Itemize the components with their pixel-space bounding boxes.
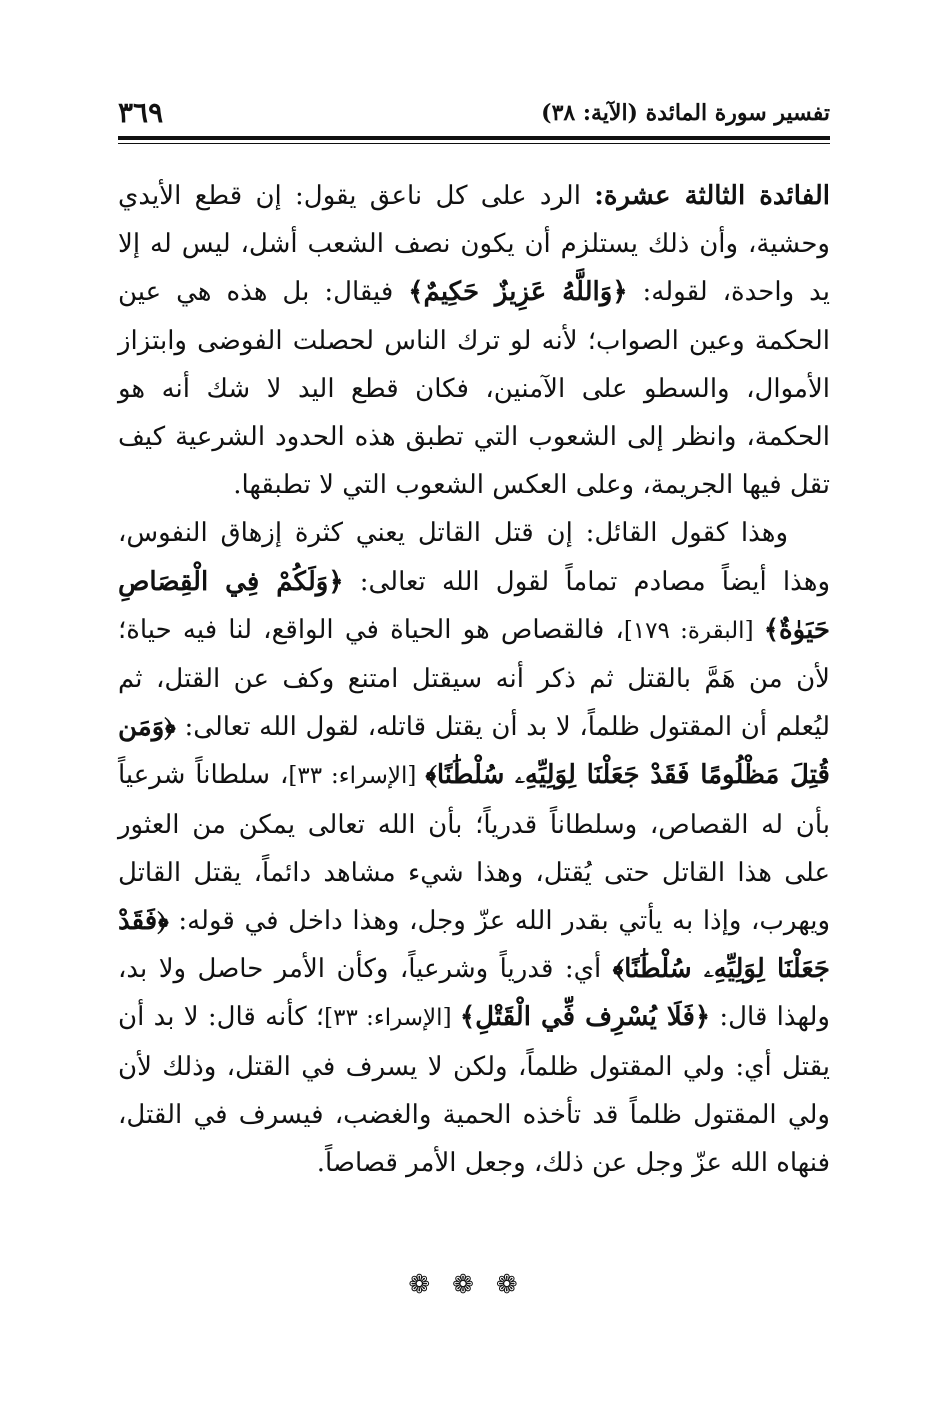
paragraph-text: أي: قدرياً وشرعياً، وكأن الأمر حاصل ولا بد، ولهذا قال: [118,954,830,1033]
running-title: تفسير سورة المائدة (الآية: ٣٨) [541,100,830,126]
paragraph-1 [118,172,830,509]
paragraph-text: ؛ كأنه قال: لا بد أن يقتل أي: ولي المقتول ظلماً، ولكن لا يسرف في القتل، وذلك لأن ولي المقتول ظلماً قد تأخذه الحمية والغضب، فيسرف في القتل، فنهاه الله عزّ وجل عن ذلك، وجعل الأمر قصاصاً. [118,1002,830,1179]
body-text [118,172,830,1187]
paragraph-text: ، سلطاناً شرعياً بأن له القصاص، وسلطاناً قدرياً؛ بأن الله تعالى يمكن من العثور على هذا القاتل حتى يُقتل، وهذا شيء مشاهد دائماً، يقتل القاتل ويهرب، وإذا به يأتي بقدر الله عزّ وجل، وهذا داخل في قوله: [118,760,830,937]
paragraph-text: فيقال: بل هذه هي عين الحكمة وعين الصواب؛ لأنه لو ترك الناس لحصلت الفوضى وابتزاز الأموال، والسطو على الآمنين، فكان قطع اليد لا شك أنه هو الحكمة، وانظر إلى الشعوب التي تطبق هذه الحدود الشرعية كيف تقل فيها الجريمة، وعلى العكس الشعوب التي لا تطبقها. [118,277,830,501]
verse-reference: [الإسراء: ٣٣] [288,763,426,790]
paragraph-text: ، فالقصاص هو الحياة في الواقع، لنا فيه حياة؛ لأن من هَمَّ بالقتل ثم ذكر أنه سيقتل امتنع وكف عن القتل، ثم ليُعلم أن المقتول ظلماً، لا بد أن يقتل قاتله، لقول الله تعالى: [118,614,830,743]
quran-verse: ﴿فَلَا يُسْرِف فِّي الْقَتْلِ﴾ [459,1002,711,1033]
page-number: ٣٦٩ [118,96,164,129]
quran-verse: ﴿وَاللَّهُ عَزِيزٌ حَكِيمٌ﴾ [408,277,628,308]
paragraph-2 [118,509,830,1187]
verse-reference: [الإسراء: ٣٣] [324,1005,460,1032]
quran-verse: ﴿وَلَكُمْ فِي الْقِصَاصِ حَيَوٰةٌ﴾ [118,566,830,645]
paragraph-text: وهذا كقول القائل: إن قتل القاتل يعني كثرة إزهاق النفوس، وهذا أيضاً مصادم تماماً لقول الله تعالى: [118,518,831,597]
section-end-ornaments: ❁❁❁ [408,1270,540,1300]
quran-verse: ﴿فَقَدْ جَعَلْنَا لِوَلِيِّهِۦ سُلْطَٰنًا﴾ [118,906,830,985]
paragraph-heading: الفائدة الثالثة عشرة: [594,181,830,211]
header-rule-thin [118,143,830,144]
verse-reference: [البقرة: ١٧٩] [623,617,764,644]
paragraph-text: الرد على كل ناعق يقول: إن قطع الأيدي وحشية، وأن ذلك يستلزم أن يكون نصف الشعب أشل، ليس له إلا يد واحدة، لقوله: [118,181,830,308]
page-header [118,96,830,136]
header-rule-thick [118,136,830,140]
quran-verse: ﴿وَمَن قُتِلَ مَظْلُومًا فَقَدْ جَعَلْنَا لِوَلِيِّهِۦ سُلْطَٰنًا﴾ [118,712,830,791]
